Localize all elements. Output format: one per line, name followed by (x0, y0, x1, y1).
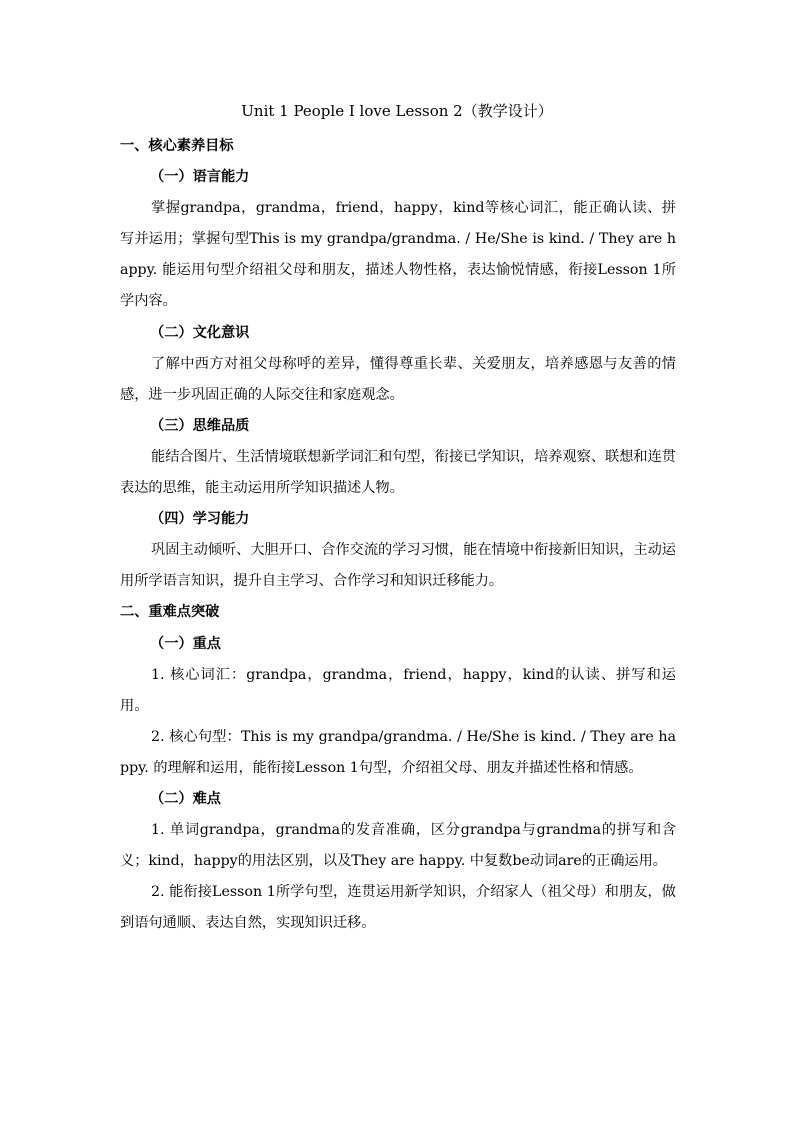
subheading-language-ability: （一）语言能力 (150, 169, 250, 186)
paragraph-language-ability: 掌握grandpa，grandma，friend，happy，kind等核心词汇，能正确认读、拼写并运用；掌握句型This is my grandpa/grandma. / He/She is kind. / They are happy. 能运用句型介绍祖父母和朋友，描述人物性格，表达愉悦情感，衔接Lesson 1所学内容。 (120, 200, 676, 310)
document-body (120, 131, 676, 939)
paragraph-difficult-point-1: 1. 单词grandpa，grandma的发音准确，区分grandpa与grandma的拼写和含义；kind，happy的用法区别，以及They are happy. 中复数be动词are的正确运用。 (120, 822, 676, 870)
subheading-key-points: （一）重点 (150, 635, 221, 652)
subheading-difficult-points: （二）难点 (150, 790, 221, 807)
paragraph-key-point-2: 2. 核心句型：This is my grandpa/grandma. / He/She is kind. / They are happy. 的理解和运用，能衔接Lesson 1句型，介绍祖父母、朋友并描述性格和情感。 (120, 728, 676, 776)
section-heading-core-goals: 一、核心素养目标 (120, 138, 234, 154)
paragraph-key-point-1: 1. 核心词汇：grandpa，grandma，friend，happy，kind的认读、拼写和运用。 (120, 666, 676, 714)
document-title: Unit 1 People I love Lesson 2（教学设计） (241, 102, 553, 120)
paragraph-thinking-quality: 能结合图片、生活情境联想新学词汇和句型，衔接已学知识，培养观察、联想和连贯表达的思维，能主动运用所学知识描述人物。 (120, 448, 676, 497)
subheading-learning-ability: （四）学习能力 (150, 511, 250, 528)
paragraph-cultural-awareness: 了解中西方对祖父母称呼的差异，懂得尊重长辈、关爱朋友，培养感恩与友善的情感，进一步巩固正确的人际交往和家庭观念。 (120, 355, 676, 403)
subheading-cultural-awareness: （二）文化意识 (150, 324, 250, 341)
paragraph-difficult-point-2: 2. 能衔接Lesson 1所学句型，连贯运用新学知识，介绍家人（祖父母）和朋友，做到语句通顺、表达自然，实现知识迁移。 (120, 884, 676, 932)
section-heading-key-difficult-points: 二、重难点突破 (120, 604, 220, 621)
subheading-thinking-quality: （三）思维品质 (150, 417, 250, 434)
paragraph-learning-ability: 巩固主动倾听、大胆开口、合作交流的学习习惯，能在情境中衔接新旧知识，主动运用所学语言知识，提升自主学习、合作学习和知识迁移能力。 (120, 542, 676, 590)
